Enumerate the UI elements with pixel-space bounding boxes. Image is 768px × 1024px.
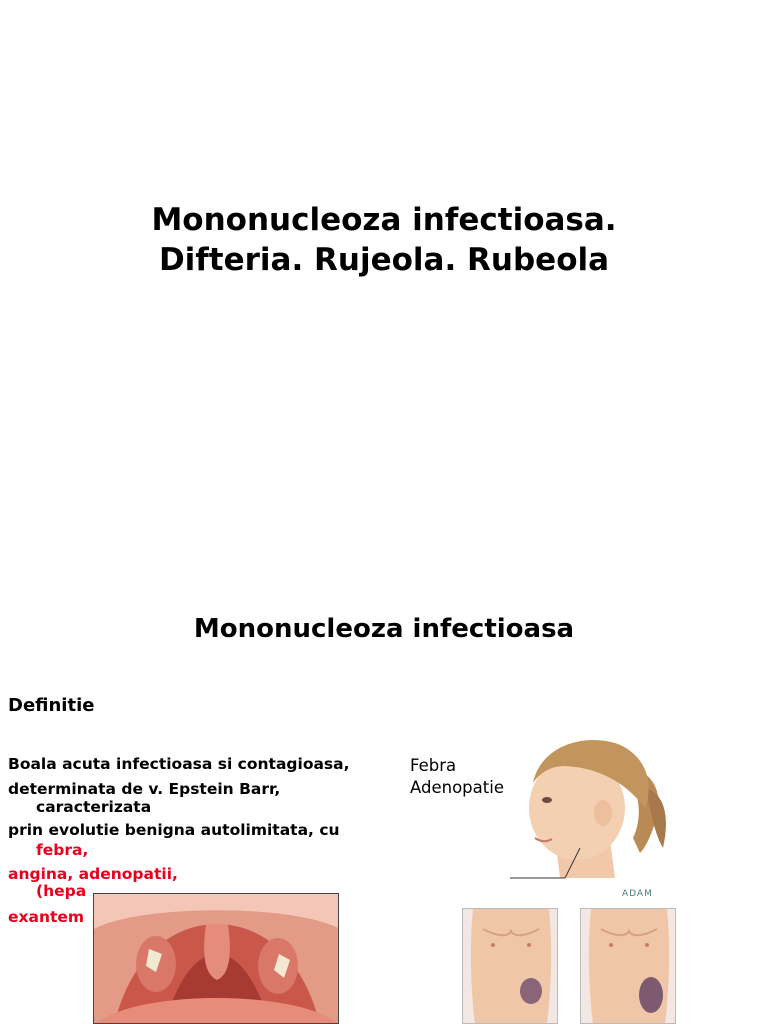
presentation-title bbox=[0, 200, 768, 280]
definition-line-highlight: febra, bbox=[36, 841, 89, 859]
label-fever: Febra bbox=[410, 756, 457, 775]
title-line-2: Difteria. Rujeola. Rubeola bbox=[158, 242, 610, 278]
torso-spleen-illustration bbox=[580, 908, 676, 1024]
torso-spleen-illustration bbox=[462, 908, 558, 1024]
child-face-illustration bbox=[505, 728, 685, 893]
definition-line-highlight: angina, adenopatii, bbox=[8, 865, 178, 883]
definition-line-highlight: (hepa bbox=[36, 882, 87, 900]
definition-line: determinata de v. Epstein Barr, bbox=[8, 780, 281, 798]
section-heading: Definitie bbox=[8, 695, 95, 716]
definition-line: caracterizata bbox=[36, 798, 152, 816]
throat-photo bbox=[93, 893, 339, 1024]
slide-title: Mononucleoza infectioasa bbox=[193, 614, 575, 644]
definition-line-highlight: exantem bbox=[8, 908, 85, 926]
image-credit: ADAM bbox=[622, 889, 653, 899]
title-line-1: Mononucleoza infectioasa. bbox=[151, 202, 617, 238]
definition-line: prin evolutie benigna autolimitata, cu bbox=[8, 821, 340, 839]
definition-line: Boala acuta infectioasa si contagioasa, bbox=[8, 755, 350, 773]
label-adenopathy: Adenopatie bbox=[410, 778, 504, 797]
